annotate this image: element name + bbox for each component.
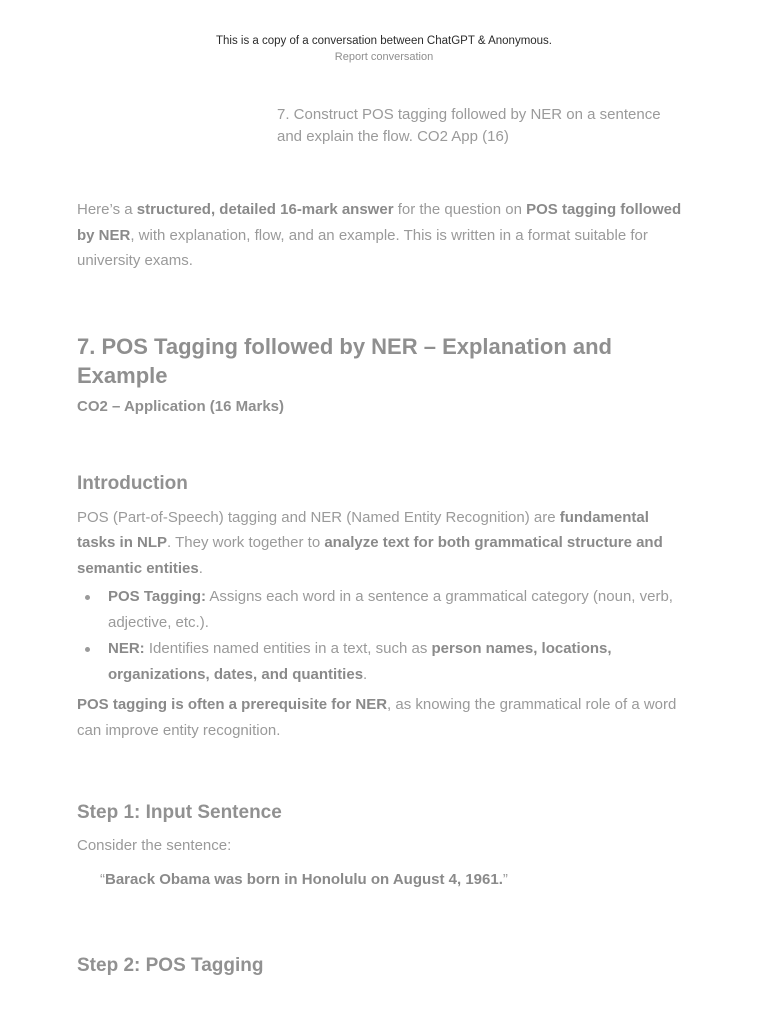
answer-title: 7. POS Tagging followed by NER – Explanation and Example [77, 333, 612, 388]
bullet-text-pos: Assigns each word in a sentence a grammatical category (noun, verb, adjective, etc.). [108, 588, 673, 631]
bullet-bold-ner: person names, locations, organizations, dates, and quantities [108, 640, 612, 683]
step1-consider-text: Consider the sentence: [77, 837, 232, 854]
step1-heading: Step 1: Input Sentence [77, 802, 282, 823]
example-sentence-quote [77, 867, 687, 892]
introduction-text-3: . [198, 559, 203, 577]
intro-bold-2: POS tagging followed by NER [77, 201, 682, 244]
introduction-text-1: POS (Part-of-Speech) tagging and NER (Named Entity Recognition) are [77, 508, 560, 526]
list-item [108, 584, 687, 635]
quote-close-mark: ” [502, 870, 508, 888]
prerequisite-bold: POS tagging is often a prerequisite for NER [77, 696, 388, 713]
bullet-end-ner: . [363, 665, 368, 683]
assistant-answer [77, 197, 687, 978]
introduction-bullet-list [77, 584, 687, 687]
introduction-heading: Introduction [77, 472, 188, 494]
quote-open-mark: “ [100, 870, 105, 888]
introduction-paragraph [77, 505, 687, 582]
introduction-bold-1: fundamental tasks in NLP [77, 508, 649, 551]
answer-intro-paragraph [77, 197, 687, 274]
intro-text-2: for the question on [393, 201, 527, 218]
bullet-text-ner: Identifies named entities in a text, such as [144, 640, 432, 657]
bullet-label-ner: NER: [108, 640, 145, 657]
prerequisite-paragraph [77, 692, 687, 743]
shared-conversation-header [0, 34, 768, 65]
bullet-label-pos: POS Tagging: [108, 588, 207, 605]
intro-bold-1: structured, detailed 16-mark answer [136, 201, 394, 218]
report-conversation-link[interactable]: Report conversation [334, 51, 434, 63]
answer-subtitle: CO2 – Application (16 Marks) [77, 397, 284, 415]
user-message: 7. Construct POS tagging followed by NER on a sentence and explain the flow. CO2 App (16) [277, 106, 661, 145]
intro-text-3: , with explanation, flow, and an example. This is written in a format suitable for university exams. [77, 226, 648, 269]
intro-text-1: Here’s a [77, 201, 137, 218]
list-item [108, 636, 687, 687]
introduction-text-2: . They work together to [167, 534, 325, 551]
example-sentence: Barack Obama was born in Honolulu on August 4, 1961. [105, 870, 503, 888]
step2-heading: Step 2: POS Tagging [77, 954, 264, 976]
prerequisite-text: , as knowing the grammatical role of a word can improve entity recognition. [77, 696, 677, 739]
shared-copy-notice: This is a copy of a conversation between ChatGPT & Anonymous. [215, 35, 553, 47]
introduction-bold-2: analyze text for both grammatical structure and semantic entities [77, 534, 663, 577]
